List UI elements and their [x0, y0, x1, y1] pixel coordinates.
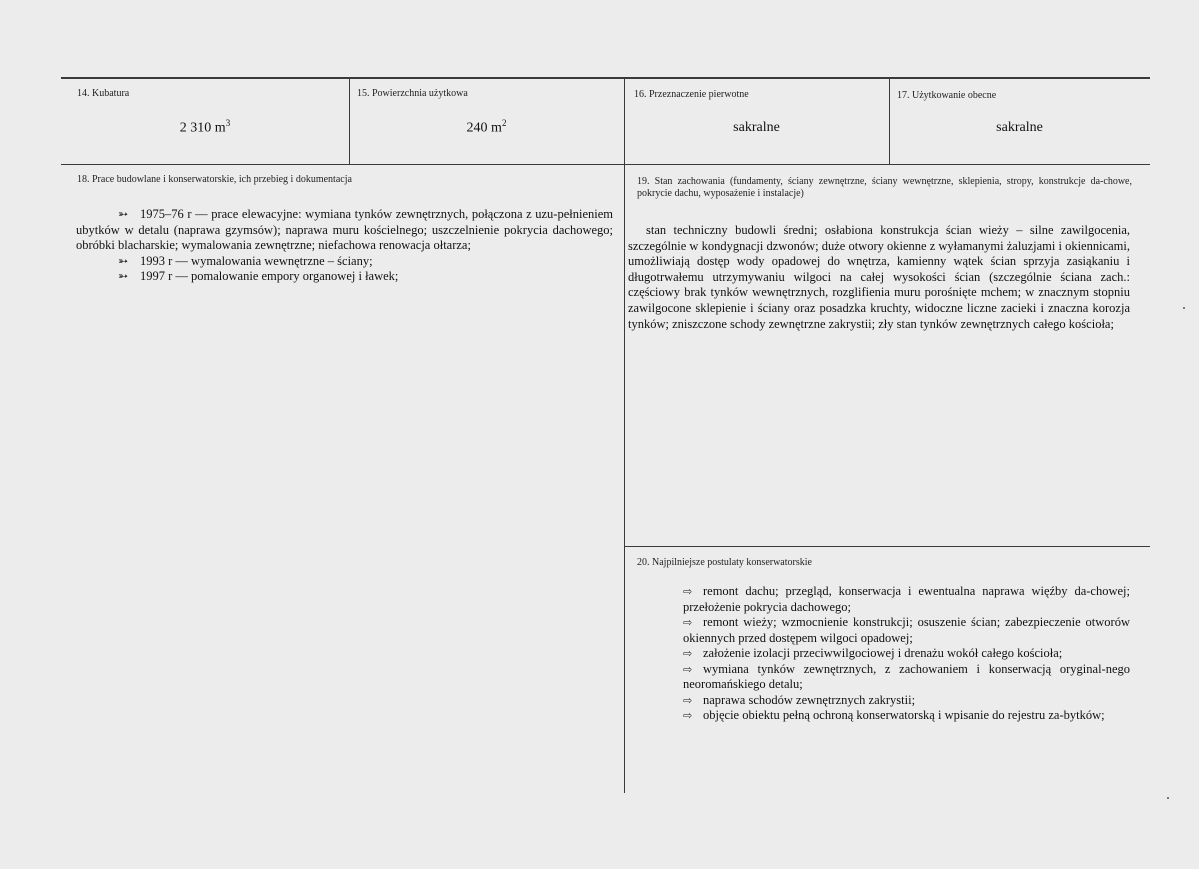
- sec18-label: 18. Prace budowlane i konserwatorskie, ich przebieg i dokumentacja: [77, 174, 352, 185]
- outline-arrow-icon: ⇨: [683, 616, 693, 629]
- uzytkowanie-label: 17. Użytkowanie obecne: [897, 90, 997, 101]
- outline-arrow-icon: ⇨: [683, 693, 693, 707]
- list-item-text: naprawa schodów zewnętrznych zakrystii;: [703, 692, 916, 707]
- uzytkowanie-value: sakralne: [996, 120, 1043, 135]
- rule-col-2: [624, 77, 625, 793]
- kubatura-label: 14. Kubatura: [77, 88, 130, 99]
- przeznaczenie-label: 16. Przeznaczenie pierwotne: [634, 89, 749, 100]
- sec19-text: stan techniczny budowli średni; osłabiona konstrukcja ścian wieży – silne zawilgocenia, szczególnie w kondygnacji dzwonów; duże otwory okienne z wyłamanymi żaluzjami i okiennicami, umożliwiają dostęp wody opadowej do wnętrza, kamienny wątek ścian sprzyja zasiąkaniu i długotrwałemu utrzymywaniu wilgoci na całej wysokości ścian (szczególnie ściana zach.: częściowy brak tynków wewnętrznych, rozglifienia muru porośnięte mchem; w znacznym stopniu zawilgocone sklepienie i ściany oraz posadzka kruchty, widoczne liczne zacieki i znaczna korozja tynków; zniszczone schody zewnętrzne zakrystii; zły stan tynków zewnętrznych całego kościoła;: [628, 223, 1130, 331]
- powierzchnia-label: 15. Powierzchnia użytkowa: [357, 88, 468, 99]
- sec19-label: 19. Stan zachowania (fundamenty, ściany zewnętrzne, ściany wewnętrzne, sklepienia, stropy, konstrukcje da-chowe, pokrycie dachu, wyposażenie i instalacje): [637, 176, 1132, 199]
- circle-arrow-icon: ➳: [117, 269, 129, 283]
- list-item: [683, 584, 1130, 615]
- list-item-text: 1975–76 r — prace elewacyjne: wymiana tynków zewnętrznych, połączona z uzu-pełnieniem ubytków w detalu (naprawa gzymsów); naprawa muru kościelnego; uszczelnienie pokrycia dachowego; obróbki blacharskie; wymalowania zewnętrzne; niefachowa renowacja ołtarza;: [76, 207, 613, 252]
- sec20-label: 20. Najpilniejsze postulaty konserwatorskie: [637, 557, 812, 568]
- list-item: [683, 615, 1130, 646]
- outline-arrow-icon: ⇨: [683, 585, 693, 598]
- list-item: [683, 693, 1130, 709]
- sec18-list: [76, 207, 613, 285]
- rule-row1-bottom: [61, 164, 1150, 165]
- list-item: [683, 646, 1130, 662]
- outline-arrow-icon: ⇨: [683, 709, 693, 722]
- sec20-list: [683, 584, 1130, 724]
- list-item-text: 1993 r — wymalowania wewnętrzne – ściany;: [140, 253, 373, 268]
- list-item: [683, 708, 1130, 724]
- list-item: [76, 269, 613, 285]
- list-item-text: remont wieży; wzmocnienie konstrukcji; osuszenie ścian; zabezpieczenie otworów okiennych przed dostępem wilgoci opadowej;: [683, 615, 1130, 645]
- scan-speck: [1183, 307, 1185, 309]
- kubatura-value: 2 310 $m^3$: [179, 118, 231, 136]
- outline-arrow-icon: ⇨: [683, 662, 693, 676]
- list-item: [76, 207, 613, 254]
- circle-arrow-icon: ➳: [117, 253, 129, 268]
- outline-arrow-icon: ⇨: [683, 647, 693, 660]
- list-item-text: remont dachu; przegląd, konserwacja i ewentualna naprawa więźby da-chowej; przełożenie pokrycia dachowego;: [683, 584, 1130, 614]
- list-item: [683, 662, 1130, 693]
- scan-speck: [1167, 797, 1169, 799]
- powierzchnia-value: 240 $m^2$: [466, 118, 507, 136]
- list-item-text: założenie izolacji przeciwwilgociowej i drenażu wokół całego kościoła;: [703, 646, 1063, 660]
- list-item-text: 1997 r — pomalowanie empory organowej i ławek;: [140, 269, 399, 283]
- circle-arrow-icon: ➳: [117, 207, 129, 221]
- list-item-text: objęcie obiektu pełną ochroną konserwatorską i wpisanie do rejestru za-bytków;: [703, 708, 1105, 722]
- list-item: [76, 254, 613, 270]
- rule-sec20-top: [624, 546, 1150, 547]
- list-item-text: wymiana tynków zewnętrznych, z zachowaniem i konserwacją oryginal-nego neoromańskiego detalu;: [683, 661, 1130, 691]
- rule-top: [61, 77, 1150, 79]
- przeznaczenie-value: sakralne: [733, 120, 780, 135]
